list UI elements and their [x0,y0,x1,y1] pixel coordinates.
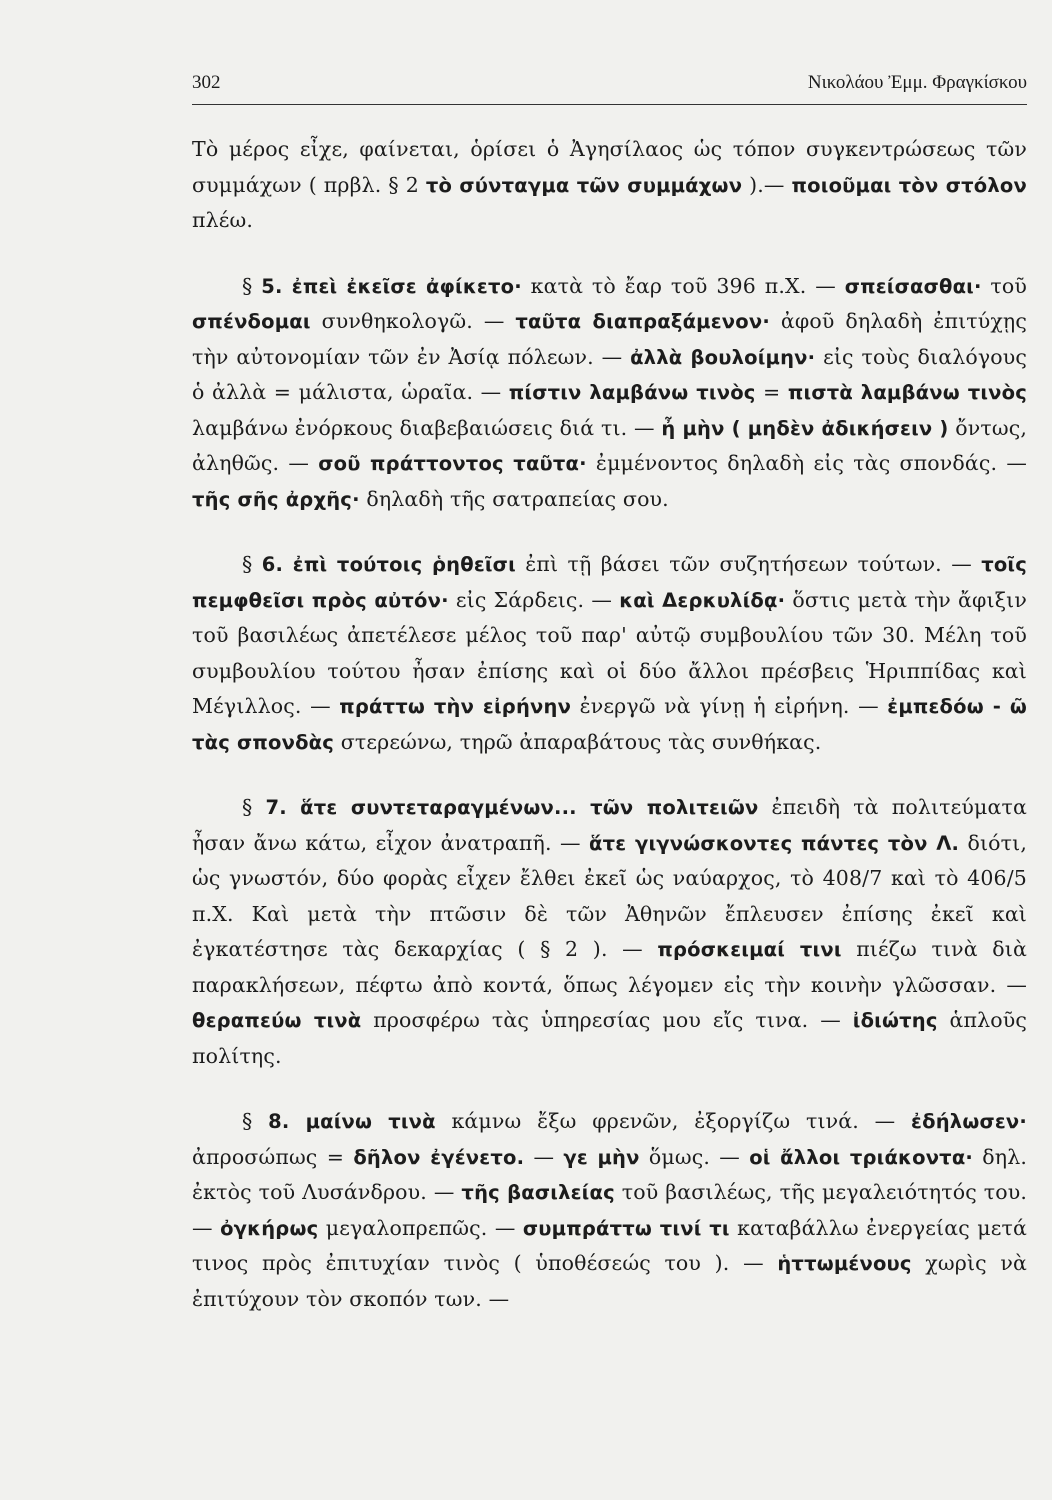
gloss-text: ἀφοῦ δηλαδὴ ἐπιτύχῃς τὴν αὐτονομίαν τῶν ἐν Ἀσίᾳ πόλεων. — [192,309,1027,369]
lemma-term: 7. ἅτε συντεταραγμένων... τῶν πολιτειῶν [265,796,759,819]
lemma-term: ἡττωμένους [777,1252,912,1275]
gloss-text: πλέω. [192,208,254,232]
lemma-term: οἱ ἄλλοι τριάκοντα· [749,1145,974,1169]
lemma-term: ποιοῦμαι τὸν στόλον [791,173,1027,197]
gloss-text: προσφέρω τὰς ὑπηρεσίας μου εἴς τινα. — [361,1008,853,1032]
gloss-text: τοῦ [981,273,1028,298]
lemma-term: καὶ Δερκυλίδᾳ· [619,588,786,612]
gloss-text: διότι, ὡς γνωστόν, δύο φορὰς εἶχεν ἔλθει ἐκεῖ ὡς ναύαρχος, τὸ 408/7 καὶ τὸ 406/5 π.Χ. Καὶ μετὰ τὴν πτῶσιν δὲ τῶν Ἀθηνῶν ἔπλευσεν ἐπίσης ἐκεῖ καὶ ἐγκατέστησε τὰς δεκαρχίας ( § 2 ). — [192,830,1027,961]
gloss-text: λαμβάνω ἐνόρκους διαβεβαιώσεις διά τι. — [192,415,662,440]
gloss-text: στερεώνω, τηρῶ ἀπαραβάτους τὰς συνθήκας. [334,729,822,754]
lemma-term: ἅτε γιγνώσκοντες πάντες τὸν Λ. [589,831,960,855]
lemma-term: τῆς βασιλείας [461,1181,615,1204]
lemma-term: ἐμπεδόω - ῶ τὰς σπονδὰς [192,695,1027,754]
gloss-text: ἐμμένοντος δηλαδὴ εἰς τὰς σπονδάς. — [586,451,1027,475]
paragraph-section-7 [192,790,1027,1074]
gloss-text: εἰς Σάρδεις. — [448,587,620,612]
lemma-term: 8. μαίνω τινὰ [268,1110,436,1133]
lemma-term: πράττω τὴν εἰρήνην [339,695,572,718]
gloss-text: § [242,795,266,819]
lemma-term: σοῦ πράττοντος ταῦτα· [318,452,587,475]
gloss-text: ἀπροσώπως = [192,1144,354,1169]
lemma-term: 5. ἐπεὶ ἐκεῖσε ἀφίκετο· [261,274,522,298]
lemma-term: σπένδομαι [192,310,311,333]
lemma-term: ταῦτα διαπραξάμενον· [515,310,770,333]
lemma-term: ἰδιώτης [852,1009,938,1032]
paragraph-section-5 [192,269,1027,518]
gloss-text: ὅστις μετὰ τὴν ἄφιξιν τοῦ βασιλέως ἀπετέλεσε μέλος τοῦ παρ' αὐτῷ συμβουλίου τῶν 30. Μέλη τοῦ συμβουλίου τούτου ἦσαν ἐπίσης καὶ οἱ δύο ἄλλοι πρέσβεις Ἡριππίδας καὶ Μέγιλλος. — [192,587,1027,718]
page-body [192,132,1027,1347]
lemma-term: συμπράττω τινί τι [522,1216,730,1240]
gloss-text: § [242,273,262,298]
lemma-term: θεραπεύω τινὰ [192,1009,362,1032]
lemma-term: δῆλον ἐγένετο. [353,1145,525,1169]
paragraph-section-8 [192,1104,1027,1317]
gloss-text: ἐνεργῶ νὰ γίνῃ ἡ εἰρήνη. — [571,694,888,718]
gloss-text: τοῦ βασιλέως, τῆς μεγαλειότητός του. — [192,1180,1028,1240]
lemma-term: πιστὰ λαμβάνω τινὸς [787,381,1027,404]
lemma-term: πίστιν λαμβάνω τινὸς [508,381,756,404]
lemma-term: σπείσασθαι· [844,274,982,298]
gloss-text: κάμνω ἔξω φρενῶν, ἐξοργίζω τινά. — [435,1109,912,1133]
gloss-text: δηλαδὴ τῆς σατραπείας σου. [359,486,669,511]
gloss-text: ὅμως. — [639,1144,750,1169]
gloss-text: χωρὶς νὰ ἐπιτύχουν τὸν σκοπόν των. — [192,1251,1027,1311]
gloss-text: καταβάλλω ἐνεργείας μετά τινος πρὸς ἐπιτυχίαν τινὸς ( ὑποθέσεώς του ). — [192,1215,1027,1275]
lemma-term: ἀλλὰ βουλοίμην· [630,345,816,369]
gloss-text: εἰς τοὺς διαλόγους ὁ ἀλλὰ = μάλιστα, ὡραῖα. — [192,344,1028,404]
lemma-term: γε μὴν [563,1145,640,1169]
gloss-text: κατὰ τὸ ἔαρ τοῦ 396 π.Χ. — [521,273,845,298]
gloss-text: ἐπὶ τῇ βάσει τῶν συζητήσεων τούτων. — [515,552,982,576]
lemma-term: πρόσκειμαί τινι [657,938,842,961]
gloss-text: μεγαλοπρεπῶς. — [318,1215,523,1240]
lemma-term: τὸ σύνταγμα τῶν συμμάχων [425,173,743,197]
gloss-text: συνθηκολογῶ. — [310,309,516,333]
gloss-text: πιέζω τινὰ διὰ παρακλήσεων, πέφτω ἀπὸ κοντά, ὅπως λέγομεν εἰς τὴν κοινὴν γλῶσσαν. — [192,937,1027,997]
gloss-text: ἐπειδὴ τὰ πολιτεύματα ἦσαν ἄνω κάτω, εἶχον ἀνατραπῆ. — [192,795,1027,855]
page-number: 302 [192,72,221,93]
gloss-text: § [242,1109,269,1133]
lemma-term: ὀγκήρως [220,1216,319,1240]
page-header [192,68,1027,105]
paragraph-section-6 [192,547,1027,760]
gloss-text: = [755,380,788,404]
lemma-term: ἦ μὴν ( μηδὲν ἀδικήσειν ) [661,416,949,440]
paragraph-intro [192,132,1027,239]
running-head: Νικολάου Ἐμμ. Φραγκίσκου [807,72,1027,93]
lemma-term: τῆς σῆς ἀρχῆς· [192,487,360,511]
lemma-term: τοῖς πεμφθεῖσι πρὸς αὐτόν· [192,553,1027,612]
gloss-text: Τὸ μέρος εἶχε, φαίνεται, ὁρίσει ὁ Ἀγησίλαος ὡς τόπον συγκεντρώσεως τῶν συμμάχων ( πρβλ. § 2 [192,137,1027,197]
gloss-text: ὄντως, ἀληθῶς. — [192,415,1027,475]
gloss-text: ἁπλοῦς πολίτης. [192,1008,1027,1068]
gloss-text: ).— [742,172,792,197]
gloss-text: δηλ. ἐκτὸς τοῦ Λυσάνδρου. — [192,1144,1028,1204]
lemma-term: 6. ἐπὶ τούτοις ῥηθεῖσι [261,553,516,576]
lemma-term: ἐδήλωσεν· [911,1110,1027,1133]
gloss-text: — [524,1144,564,1169]
gloss-text: § [242,552,262,576]
